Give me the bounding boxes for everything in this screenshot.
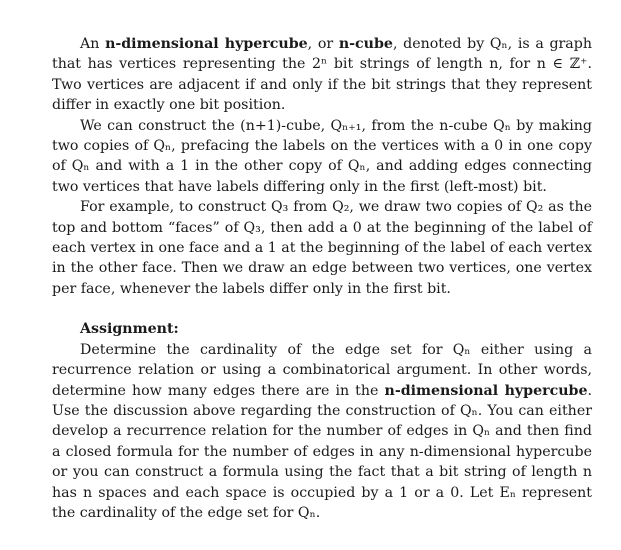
example-paragraph: For example, to construct Q₃ from Q₂, we draw two copies of Q₂ as the top and bottom “faces” of Q₃, then add a 0 at the beginning of the label of each vertex in one face and a 1 at the beginning of the label of each vertex in the other face. Then we draw an edge between two vertices, one vertex per face, whenever the labels differ only in the first bit. [52,199,592,297]
intro-text-or: , or [307,36,339,52]
assignment-paragraph [52,340,592,524]
intro-paragraph [52,34,592,116]
assignment-heading: Assignment: [80,321,179,338]
section-gap [52,299,592,319]
term-n-dimensional-hypercube: n-dimensional hypercube [105,36,308,52]
intro-text-start: An [80,36,106,52]
intro-text-definition: , denoted by Qₙ, is a graph that has vertices representing the 2ⁿ bit strings of length n, for n ∈ ℤ⁺. Two vertices are adjacent if and only if the bit strings that they represent differ in exactly one bit position. [52,36,592,114]
assignment-text-start: Determine the cardinality of the edge set for Qₙ either using a recurrence relation or using a combinatorical argument. In other words, determine how many edges there are in the [52,341,592,399]
construction-paragraph: We can construct the (n+1)-cube, Qₙ₊₁, from the n-cube Qₙ by making two copies of Qₙ, prefacing the labels on the vertices with a 0 in one copy of Qₙ and with a 1 in the other copy of Qₙ, and adding edges connecting two vertices that have labels differing only in the first (left-most) bit. [52,117,592,195]
assignment-term-hypercube: n-dimensional hypercube [384,382,588,399]
document-body [52,34,592,523]
assignment-text-rest: . Use the discussion above regarding the construction of Qₙ. You can either develop a recurrence relation for the number of edges in Qₙ and then find a closed formula for the number of edges in any n-dimensional hypercube or you can construct a formula using the fact that a bit string of length n has n spaces and each space is occupied by a 1 or a 0. Let Eₙ represent the cardinality of the edge set for Qₙ. [52,382,592,521]
term-n-cube: n-cube [338,36,393,52]
